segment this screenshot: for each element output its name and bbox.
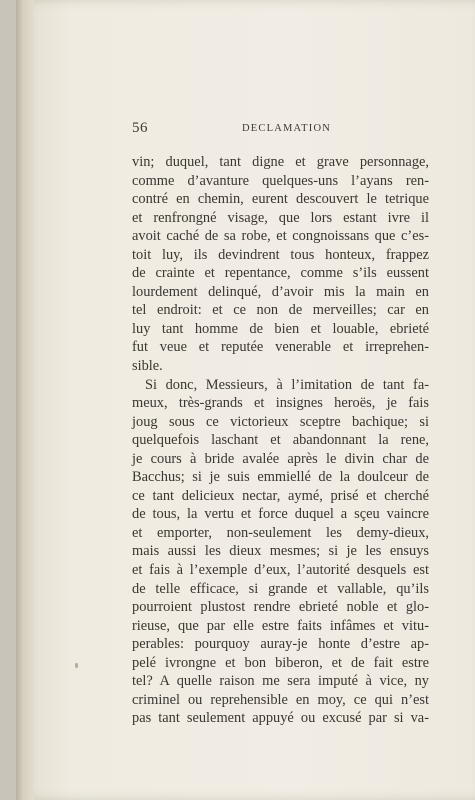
body-text bbox=[132, 153, 429, 728]
text-line: lourdement delinqué, d’avoir mis la main en bbox=[132, 283, 429, 300]
text-line: et renfrongné visage, que lors estant ivre il bbox=[132, 209, 429, 226]
text-line: comme d’avanture quelques-uns l’ayans ren- bbox=[132, 172, 429, 189]
text-line: avoit caché de sa robe, et congnoissans que c’es- bbox=[132, 228, 429, 245]
text-line: fut veue et reputée venerable et irreprehen- bbox=[132, 339, 429, 356]
paragraph-end-line: sible. bbox=[132, 358, 163, 375]
text-line: et emporter, non-seulement les demy-dieux, bbox=[132, 524, 429, 541]
text-line: et fais à l’exemple d’eux, l’autorité desquels est bbox=[132, 562, 429, 579]
page-number: 56 bbox=[132, 120, 148, 136]
text-line: pas tant seulement appuyé ou excusé par si va- bbox=[132, 710, 429, 727]
text-line: toit luy, ils devindrent tous honteux, frappez bbox=[132, 246, 429, 263]
text-line: pelé ivrongne et bon biberon, et de fait estre bbox=[132, 654, 429, 671]
text-line: joug sous ce victorieux sceptre bachique; si bbox=[132, 413, 429, 430]
paragraph-start-line: Si donc, Messieurs, à l’imitation de tant fa- bbox=[145, 376, 429, 393]
text-line: de crainte et repentance, comme s’ils eussent bbox=[132, 265, 429, 282]
text-line: de tous, la vertu et force duquel a sçeu vaincre bbox=[132, 506, 429, 523]
text-line: je cours à bride avalée après le divin char de bbox=[132, 450, 429, 467]
running-title: DECLAMATION bbox=[242, 123, 332, 134]
text-line: vin; duquel, tant digne et grave personnage, bbox=[132, 154, 429, 170]
text-line: contré en chemin, eurent descouvert le tetrique bbox=[132, 191, 429, 208]
text-line: Bacchus; si je suis emmiellé de la doulceur de bbox=[132, 469, 429, 486]
text-line: meux, très-grands et insignes heroës, je fais bbox=[132, 395, 429, 412]
text-line: tel? A quelle raison me sera imputé à vice, ny bbox=[132, 673, 429, 690]
page-header bbox=[132, 120, 432, 140]
text-line: luy tant homme de bien et louable, ebrieté bbox=[132, 320, 429, 337]
text-line: pourroient plustost rendre ebrieté noble et glo- bbox=[132, 599, 429, 616]
paper-blemish bbox=[75, 663, 78, 668]
text-line: mais aussi les dieux mesmes; si je les ensuys bbox=[132, 543, 429, 560]
text-line: de telle efficace, si grande et vallable, qu’ils bbox=[132, 580, 429, 597]
text-line: rieuse, que par elle estre faits infâmes et vitu- bbox=[132, 617, 429, 634]
page-gutter-edge bbox=[16, 0, 34, 800]
text-line: ce tant delicieux nectar, aymé, prisé et cherché bbox=[132, 487, 429, 504]
text-line: criminel ou reprehensible en moy, ce qui n’est bbox=[132, 691, 429, 708]
text-line: tel endroit: et ce non de merveilles; car en bbox=[132, 302, 429, 319]
text-line: quelquefois laschant et abandonnant la rene, bbox=[132, 432, 429, 449]
text-line: perables: pourquoy auray-je honte d’estre ap- bbox=[132, 636, 429, 653]
